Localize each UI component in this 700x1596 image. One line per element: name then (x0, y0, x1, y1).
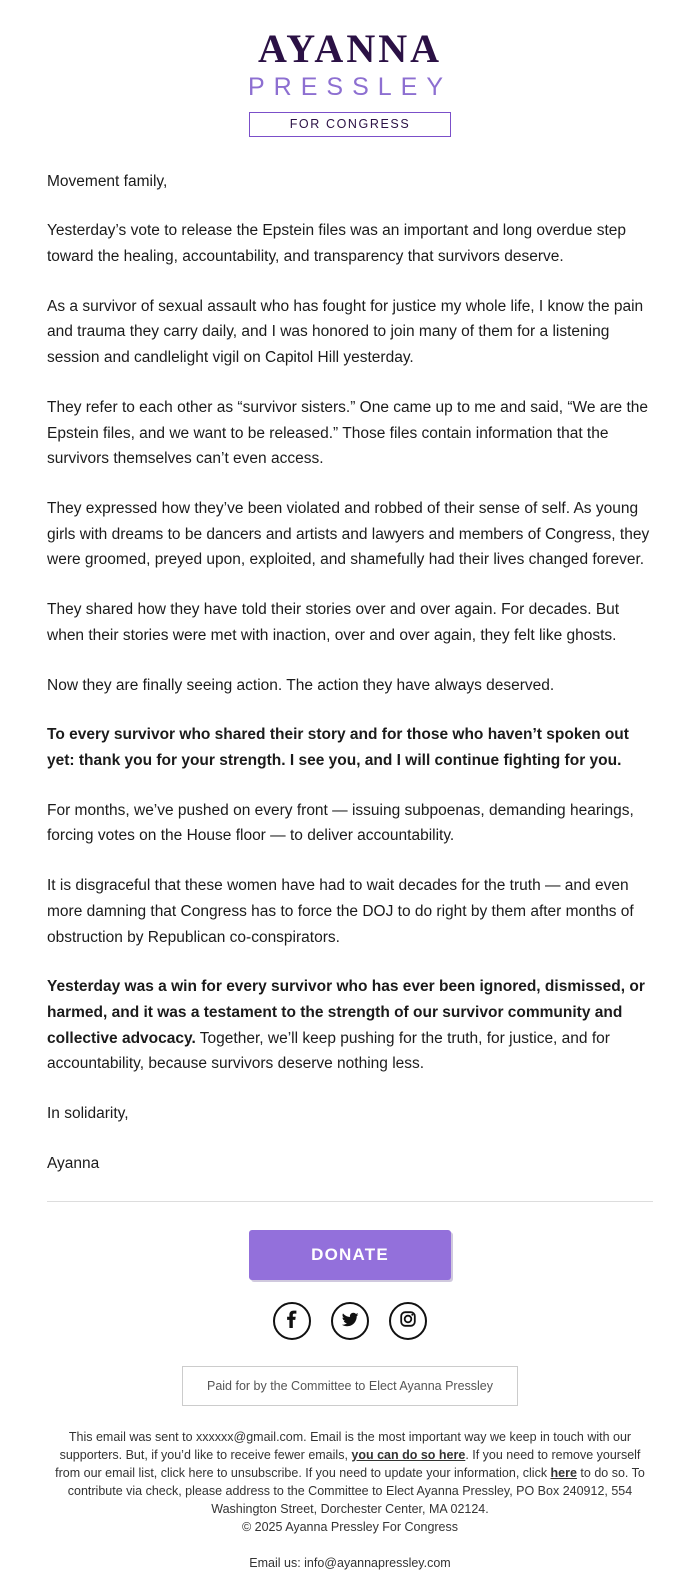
letter-paragraph: They shared how they have told their stories over and over again. For decades. But when their stories were met with inaction, over and over again, they felt like ghosts. (47, 601, 620, 644)
unsubscribe-preferences-link[interactable]: you can do so here (351, 1447, 466, 1462)
twitter-icon[interactable] (331, 1302, 369, 1340)
letter-signature: Ayanna (47, 1154, 100, 1172)
letter-closing: In solidarity, (47, 1105, 129, 1123)
copyright-text: © 2025 Ayanna Pressley For Congress (241, 1520, 459, 1535)
social-links (0, 1280, 700, 1340)
letter-paragraph: As a survivor of sexual assault who has fought for justice my whole life, I know the pain and trauma they carry daily, and I was honored to join many of them for a listening session and candlelight vigil on Capitol Hill yesterday. (47, 297, 644, 367)
letter-body (0, 147, 700, 1177)
footer-fineprint (0, 1406, 700, 1519)
letter-paragraph: Yesterday’s vote to release the Epstein files was an important and long overdue step toward the healing, accountability, and transparency that survivors deserve. (47, 222, 627, 265)
paid-for-disclaimer: Paid for by the Committee to Elect Ayanna Pressley (182, 1366, 518, 1406)
letter-paragraph: Movement family, (47, 172, 168, 190)
letter-paragraph: They expressed how they’ve been violated and robbed of their sense of self. As young girls with dreams to be dancers and artists and lawyers and members of Congress, they were groomed, preyed upon, exploited, and shamefully had their lives changed forever. (47, 499, 650, 569)
letter-paragraph-emphasis: To every survivor who shared their story and for those who haven’t spoken out yet: thank you for your strength. I see you, and I will continue fighting for you. (47, 726, 629, 769)
fineprint-text-1: This email was sent to xxxxxx@gmail.com. Email is the most important way we keep in touch with our supporters. But, if you’d like to receive fewer emails, (59, 1429, 632, 1462)
letter-mixed-bold: Yesterday was a win for every survivor who has ever been ignored, dismissed, or harmed, and it was a testament to the strength of our survivor community and collective advocacy. (47, 978, 645, 1047)
logo-last-name: PRESSLEY (247, 73, 452, 101)
letter-paragraph: For months, we’ve pushed on every front — issuing subpoenas, demanding hearings, forcing votes on the House floor — to deliver accountability. (47, 801, 634, 845)
logo-tagline-box (249, 112, 451, 137)
update-info-link[interactable]: here (550, 1465, 577, 1480)
logo-tagline: FOR CONGRESS (289, 116, 411, 131)
fineprint-text-2: . If you need to remove yourself from our email list, click here to unsubscribe. If you need to update your information, click (55, 1447, 641, 1480)
logo-first-name: AYANNA (258, 26, 442, 71)
fineprint-text-3: to do so. To contribute via check, please address to the Committee to Elect Ayanna Pressley, PO Box 240912, 554 Washington Street, Dorchester Center, MA 02124. (67, 1465, 645, 1517)
facebook-icon[interactable] (273, 1302, 311, 1340)
disclaimer-section (0, 1340, 700, 1406)
letter-paragraph: They refer to each other as “survivor sisters.” One came up to me and said, “We are the Epstein files, and we want to be released.” Those files contain information that the survivors themselves can’t even access. (47, 398, 649, 468)
letter-paragraph: It is disgraceful that these women have had to wait decades for the truth — and even more damning that Congress has to force the DOJ to do right by them after months of obstruction by Republican co-conspirators. (47, 877, 634, 946)
donate-section (0, 1202, 700, 1280)
instagram-icon[interactable] (389, 1302, 427, 1340)
contact-email-text: Email us: info@ayannapressley.com (249, 1556, 451, 1571)
letter-mixed-normal: Together, we’ll keep pushing for the truth, for justice, and for accountability, because survivors deserve nothing less. (47, 1029, 610, 1073)
letter-paragraph: Now they are finally seeing action. The action they have always deserved. (47, 676, 555, 694)
campaign-logo (0, 0, 700, 147)
donate-button[interactable]: DONATE (249, 1230, 451, 1280)
letter-paragraph-mixed (47, 974, 653, 1077)
